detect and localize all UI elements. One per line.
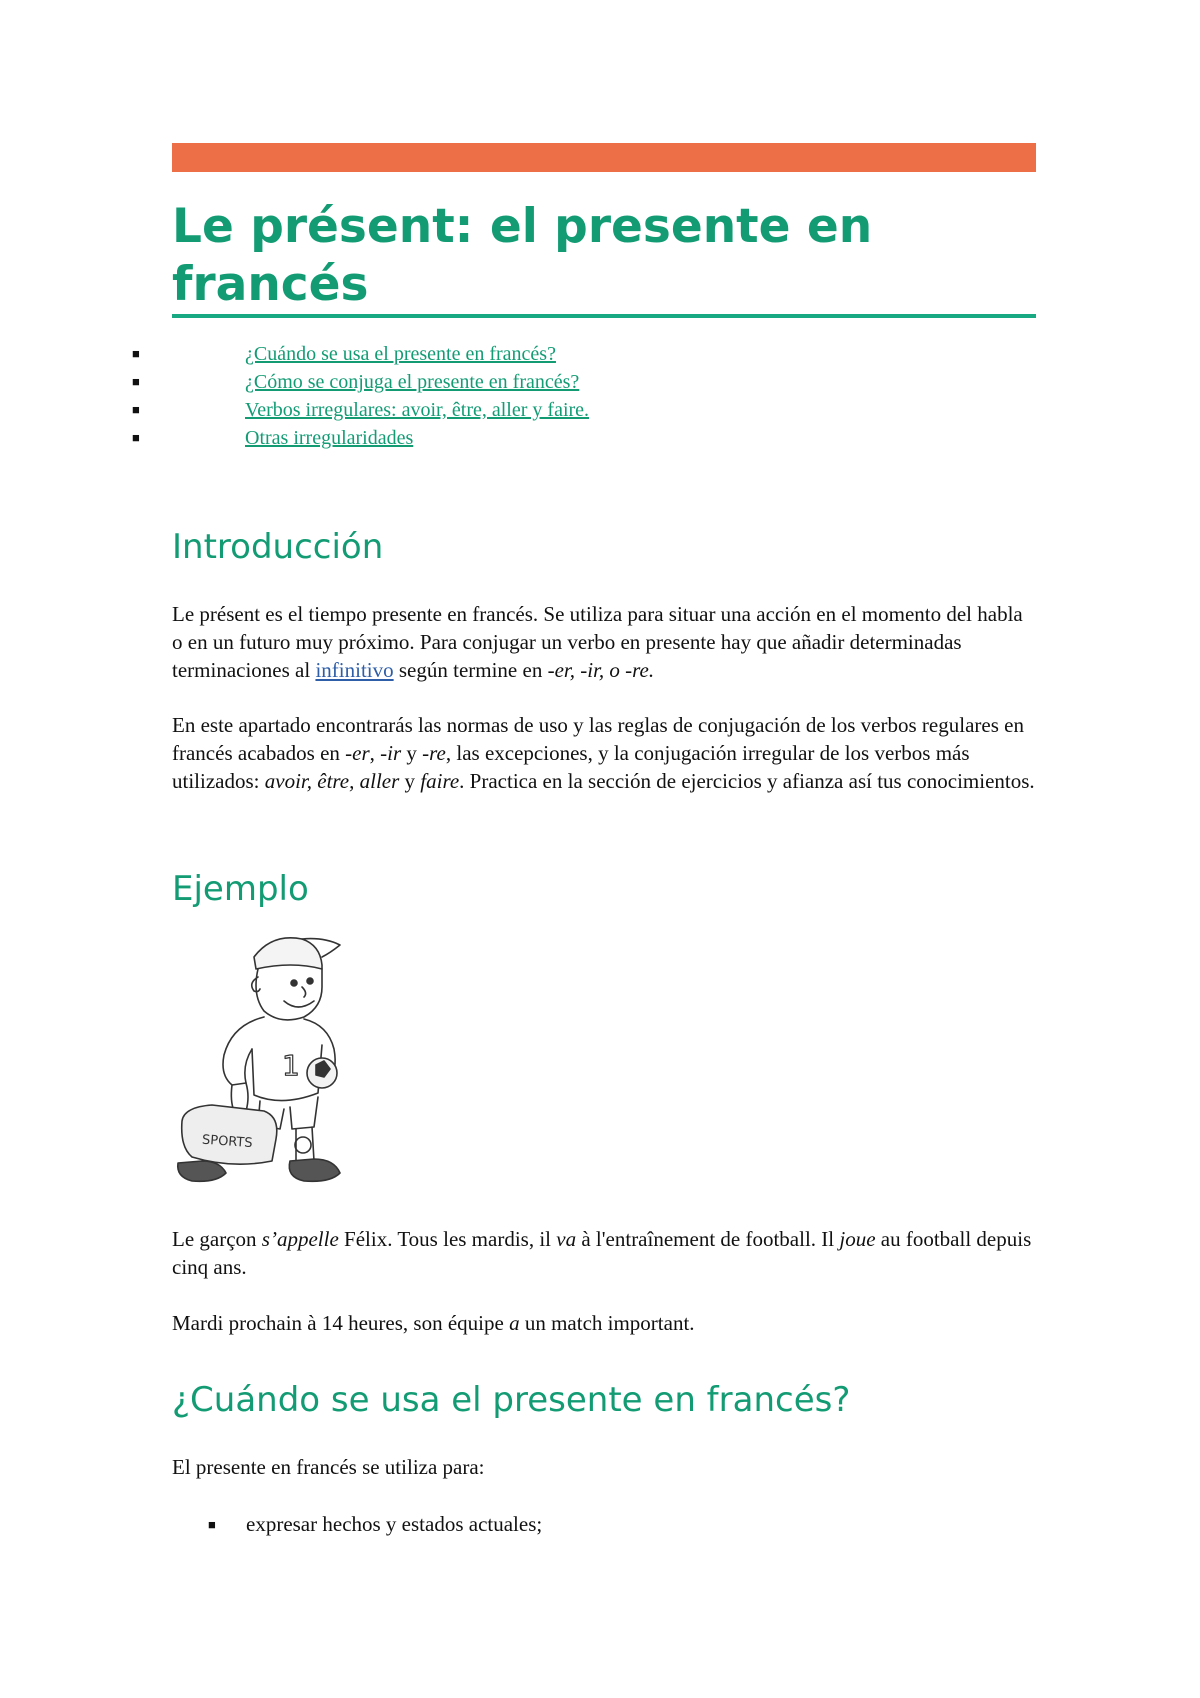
page-title: Le présent: el presente en francés [172,199,873,312]
list-item [208,1510,542,1538]
example-paragraph-1 [172,1225,1036,1281]
text-run: au football depuis cinq ans. [172,1227,1032,1279]
verb-va: va [556,1227,577,1251]
endings-text: -er, -ir, o -re. [547,658,655,682]
section-heading-introduccion: Introducción [172,527,384,567]
text-run: Mardi prochain à 14 heures, son équipe [172,1311,510,1335]
verb-joue: joue [839,1227,876,1251]
toc-link-como[interactable]: ¿Cómo se conjuga el presente en francés? [245,371,580,393]
infinitivo-link[interactable]: infinitivo [315,658,394,682]
cuando-intro: El presente en francés se utiliza para: [172,1455,485,1479]
verb-faire: faire [420,769,460,793]
boy-football-illustration [172,925,352,1195]
ending-ir: -ir [380,741,402,765]
text-run: Félix. Tous les mardis, il [338,1227,557,1251]
toc-link-irregulares[interactable]: Verbos irregulares: avoir, être, aller y faire. [245,399,590,421]
toc-item [132,424,1032,452]
irregular-verbs: avoir, être, aller [264,769,400,793]
text-run: En este apartado encontrarás las normas de uso y las reglas de conjugación de los verbos regulares en francés acabados en [172,713,1024,765]
square-bullet-icon: ■ [132,346,140,361]
section-heading-cuando: ¿Cuándo se usa el presente en francés? [172,1380,851,1420]
uses-list [208,1510,542,1538]
square-bullet-icon: ■ [132,430,140,445]
example-paragraph-2 [172,1309,1036,1337]
square-bullet-icon: ■ [132,402,140,417]
verb-a: a [509,1311,520,1335]
text-run: y [401,741,423,765]
section-heading-ejemplo: Ejemplo [172,869,309,909]
shirt-number: 1 [282,1049,300,1082]
square-bullet-icon: ■ [208,1517,216,1532]
ending-er: -er [345,741,370,765]
list-item-text: expresar hechos y estados actuales; [246,1512,543,1536]
toc-link-otras[interactable]: Otras irregularidades [245,427,414,449]
text-run: Le garçon [172,1227,262,1251]
accent-bar [172,143,1036,172]
text-run: , [369,741,381,765]
toc-link-cuando[interactable]: ¿Cuándo se usa el presente en francés? [245,343,556,365]
text-run: según termine en [393,658,548,682]
text-run: un match important. [519,1311,695,1335]
intro-paragraph-1 [172,600,1036,684]
toc-item [132,368,1032,396]
text-run: à l'entraînement de football. Il [576,1227,840,1251]
square-bullet-icon: ■ [132,374,140,389]
toc-item [132,396,1032,424]
intro-paragraph-2 [172,711,1036,795]
title-underline [172,314,1036,318]
text-run: . Practica en la sección de ejercicios y afianza así tus conocimientos. [459,769,1035,793]
table-of-contents [132,340,1032,452]
text-run: Le présent es el tiempo presente en francés. Se utiliza para situar una acción en el momento del habla o en un futuro muy próximo. Para conjugar un verbo en presente hay que añadir determinadas terminaciones al [172,602,1023,682]
ending-re: -re [422,741,446,765]
text-run: y [399,769,421,793]
text-run: , las excepciones, y la conjugación irregular de los verbos más utilizados: [172,741,970,793]
bag-label: SPORTS [201,1132,254,1152]
toc-item [132,340,1032,368]
verb-sappelle: s’appelle [261,1227,339,1251]
